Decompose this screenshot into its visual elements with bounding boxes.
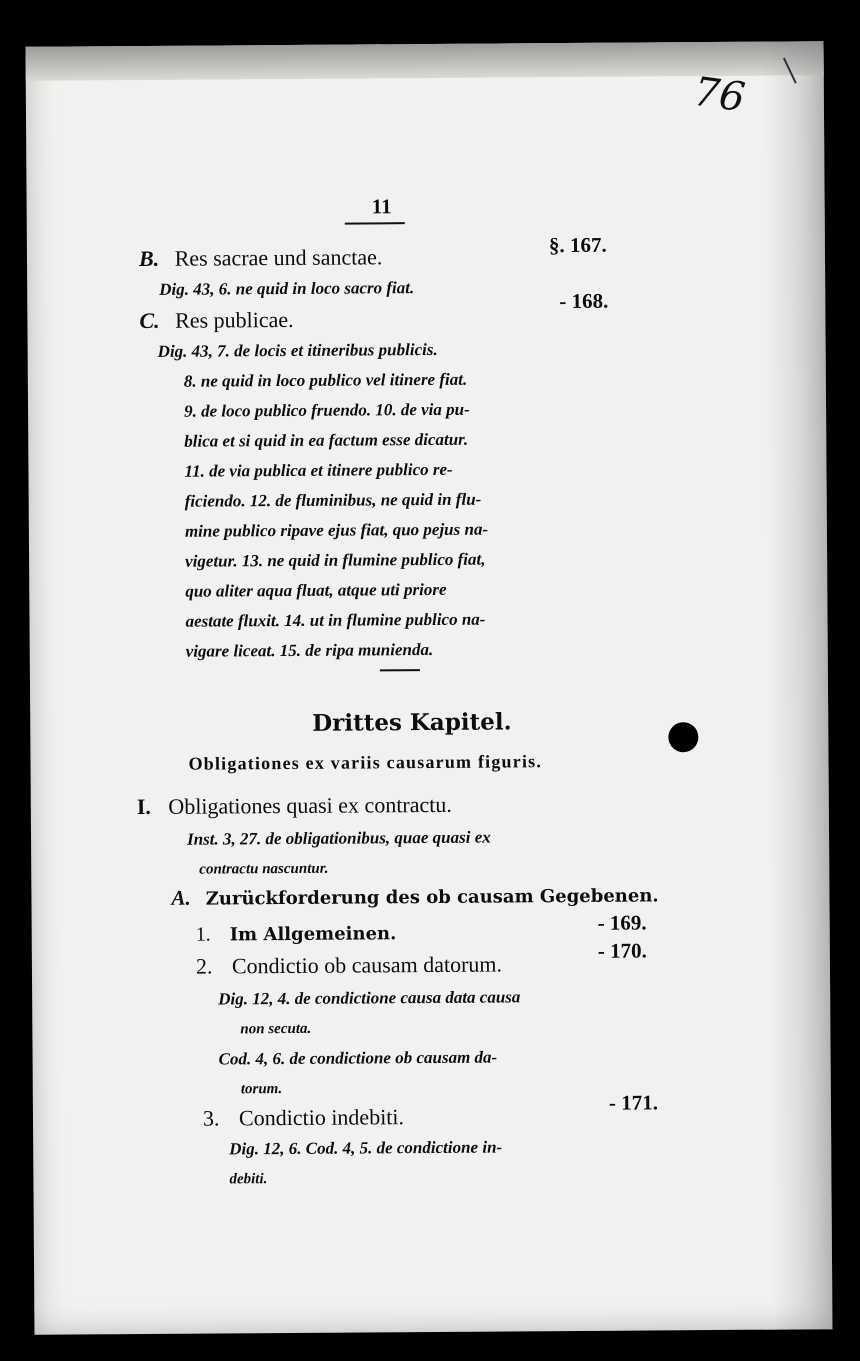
part-i-title: Obligationes quasi ex contractu.	[168, 791, 452, 819]
item-2	[196, 951, 502, 979]
item-2-source-line: Cod. 4, 6. de condictione ob causam da-	[218, 1047, 498, 1069]
item-3	[203, 1104, 404, 1131]
section-divider	[380, 669, 420, 671]
item-2-source-line: torum.	[240, 1081, 283, 1098]
item-1	[196, 922, 397, 946]
part-i-heading	[137, 792, 452, 820]
chapter-subtitle: Obligationes ex variis causarum figuris.	[188, 751, 543, 774]
item-2-title: Condictio ob causam datorum.	[231, 951, 503, 979]
section-b-heading	[139, 244, 383, 272]
section-c-source-line: Dig. 43, 7. de locis et itineribus publicis.	[157, 339, 438, 361]
item-2-number: 2.	[195, 953, 213, 979]
section-c-letter: C.	[139, 307, 160, 334]
item-2-ref: - 170.	[597, 938, 647, 963]
part-i-source-line: contractu nascuntur.	[199, 860, 329, 878]
item-3-number: 3.	[202, 1105, 220, 1131]
part-i-numeral: I.	[136, 793, 151, 820]
section-b-source: Dig. 43, 6. ne quid in loco sacro fiat.	[159, 278, 415, 299]
section-c-source-line: blica et si quid in ea factum esse dicatur.	[184, 429, 469, 451]
subsection-a-title: Zurückforderung des ob causam Gegebenen.	[205, 885, 659, 910]
section-c-title: Res publicae.	[175, 306, 294, 333]
section-c-ref: - 168.	[559, 288, 609, 314]
section-c-source-line: vigare liceat. 15. de ripa munienda.	[185, 639, 434, 661]
section-c-source-line: ficiendo. 12. de fluminibus, ne quid in flu-	[184, 489, 482, 511]
item-1-title: Im Allgemeinen.	[229, 923, 397, 946]
section-b-letter: B.	[138, 245, 160, 272]
item-1-ref: - 169.	[597, 910, 647, 935]
section-c-source-line: 9. de loco publico fruendo. 10. de via pu-	[183, 399, 470, 421]
item-3-ref: - 171.	[608, 1090, 658, 1115]
handwritten-folio-number: 76	[691, 68, 748, 122]
section-c-heading	[139, 307, 293, 334]
section-c-source-line: 11. de via publica et itinere publico re-	[184, 459, 453, 481]
section-c-source-line: quo aliter aqua fluat, atque uti priore	[185, 579, 447, 601]
section-c-source-line: vigetur. 13. ne quid in flumine publico fiat,	[185, 549, 486, 571]
subsection-a-letter: A.	[171, 885, 191, 910]
section-c-source-line: mine publico ripave ejus fiat, quo pejus na-	[184, 519, 489, 541]
section-b-ref: §. 167.	[548, 232, 607, 258]
section-b-title: Res sacrae und sanctae.	[174, 244, 383, 271]
item-2-source-line: Dig. 12, 4. de condictione causa data causa	[218, 987, 521, 1009]
page-number: 11	[371, 194, 392, 219]
item-1-number: 1.	[195, 923, 211, 946]
item-3-title: Condictio indebiti.	[238, 1104, 405, 1131]
page-number-rule	[345, 222, 405, 224]
item-3-source-line: Dig. 12, 6. Cod. 4, 5. de condictione in-	[229, 1137, 503, 1159]
section-c-source-line: aestate fluxit. 14. ut in flumine publico na-	[185, 609, 486, 631]
section-c-source-line: 8. ne quid in loco publico vel itinere fiat.	[183, 369, 468, 391]
subsection-a-heading	[171, 882, 658, 910]
item-2-source-line: non secuta.	[240, 1020, 312, 1038]
page-content	[26, 41, 833, 1335]
ink-blot	[668, 722, 698, 752]
part-i-source-line: Inst. 3, 27. de obligationibus, quae quasi ex	[186, 827, 491, 849]
paper-sheet	[26, 41, 833, 1335]
item-3-source-line: debiti.	[229, 1171, 268, 1188]
chapter-title: Drittes Kapitel.	[312, 708, 512, 737]
